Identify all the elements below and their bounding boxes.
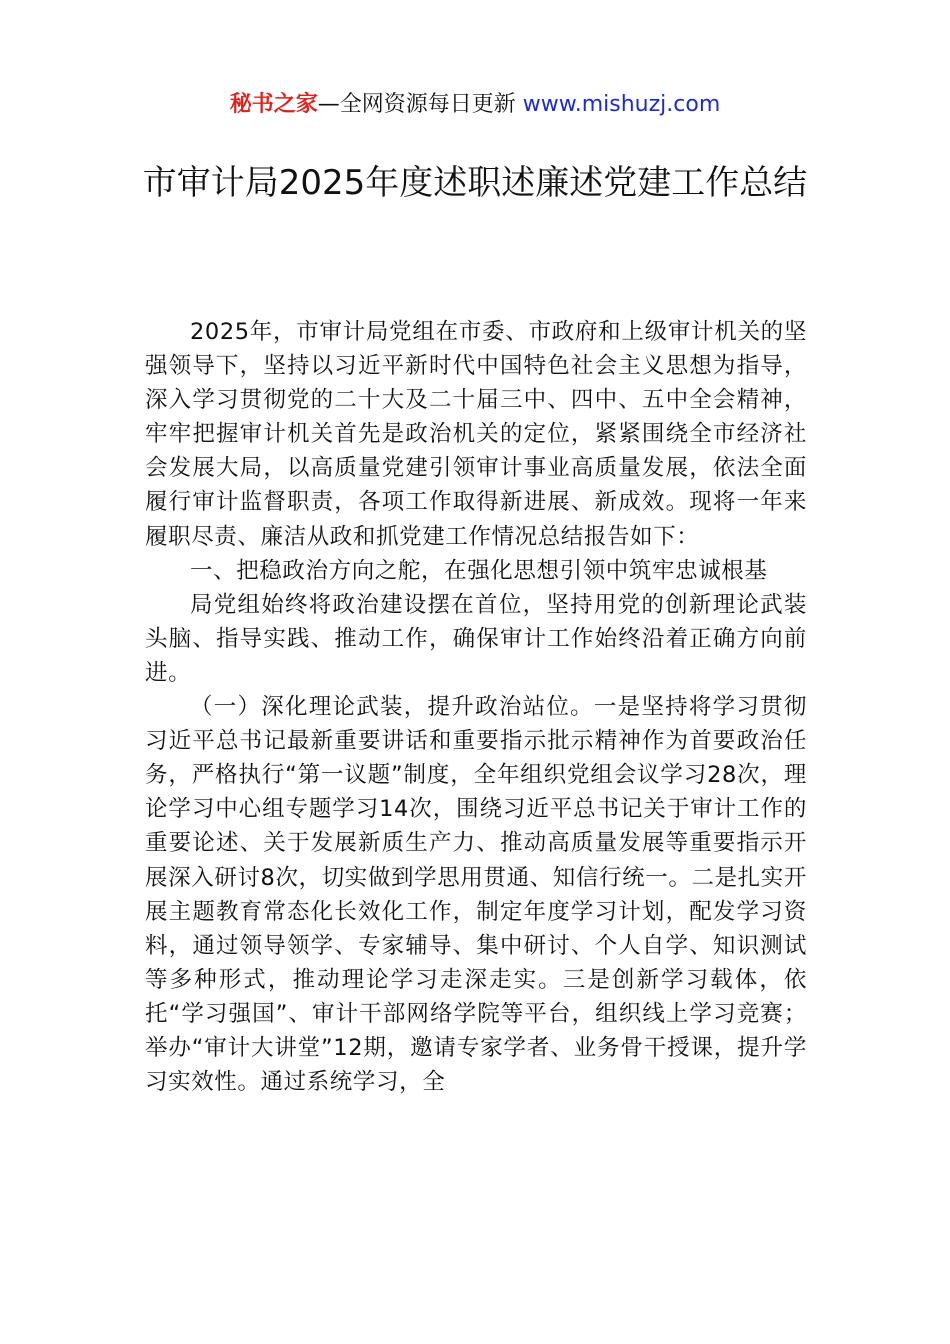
subsection-1-paragraph: （一）深化理论武装，提升政治站位。一是坚持将学习贯彻习近平总书记最新重要讲话和重要指示批示精神作为首要政治任务，严格执行“第一议题”制度，全年组织党组会议学习28次，理论学习中心组专题学习14次，围绕习近平总书记关于审计工作的重要论述、关于发展新质生产力、推动高质量发展等重要指示开展深入研讨8次，切实做到学思用贯通、知信行统一。二是扎实开展主题教育常态化长效化工作，制定年度学习计划，配发学习资料，通过领导领学、专家辅导、集中研讨、个人自学、知识测试等多种形式，推动理论学习走深走实。三是创新学习载体，依托“学习强国”、审计干部网络学院等平台，组织线上学习竞赛；举办“审计大讲堂”12期，邀请专家学者、业务骨干授课，提升学习实效性。通过系统学习，全: [145, 694, 807, 1096]
document-title: 市审计局2025年度述职述廉述党建工作总结: [142, 163, 808, 203]
document-body: [145, 315, 807, 1099]
watermark-url: www.mishuzj.com: [522, 92, 721, 117]
site-watermark-header: [0, 88, 950, 122]
watermark-brand: 秘书之家: [229, 92, 318, 117]
section-heading-1: 一、把稳政治方向之舵，在强化思想引领中筑牢忠诚根基: [190, 557, 768, 584]
watermark-slogan: —全网资源每日更新: [317, 92, 523, 117]
intro-paragraph: 2025年，市审计局党组在市委、市政府和上级审计机关的坚强领导下，坚持以习近平新时代中国特色社会主义思想为指导，深入学习贯彻党的二十大及二十届三中、四中、五中全会精神，牢牢把握审计机关首先是政治机关的定位，紧紧围绕全市经济社会发展大局，以高质量党建引领审计事业高质量发展，依法全面履行审计监督职责，各项工作取得新进展、新成效。现将一年来履职尽责、廉洁从政和抓党建工作情况总结报告如下：: [145, 319, 807, 550]
section-1-intro-paragraph: 局党组始终将政治建设摆在首位，坚持用党的创新理论武装头脑、指导实践、推动工作，确保审计工作始终沿着正确方向前进。: [145, 591, 807, 686]
